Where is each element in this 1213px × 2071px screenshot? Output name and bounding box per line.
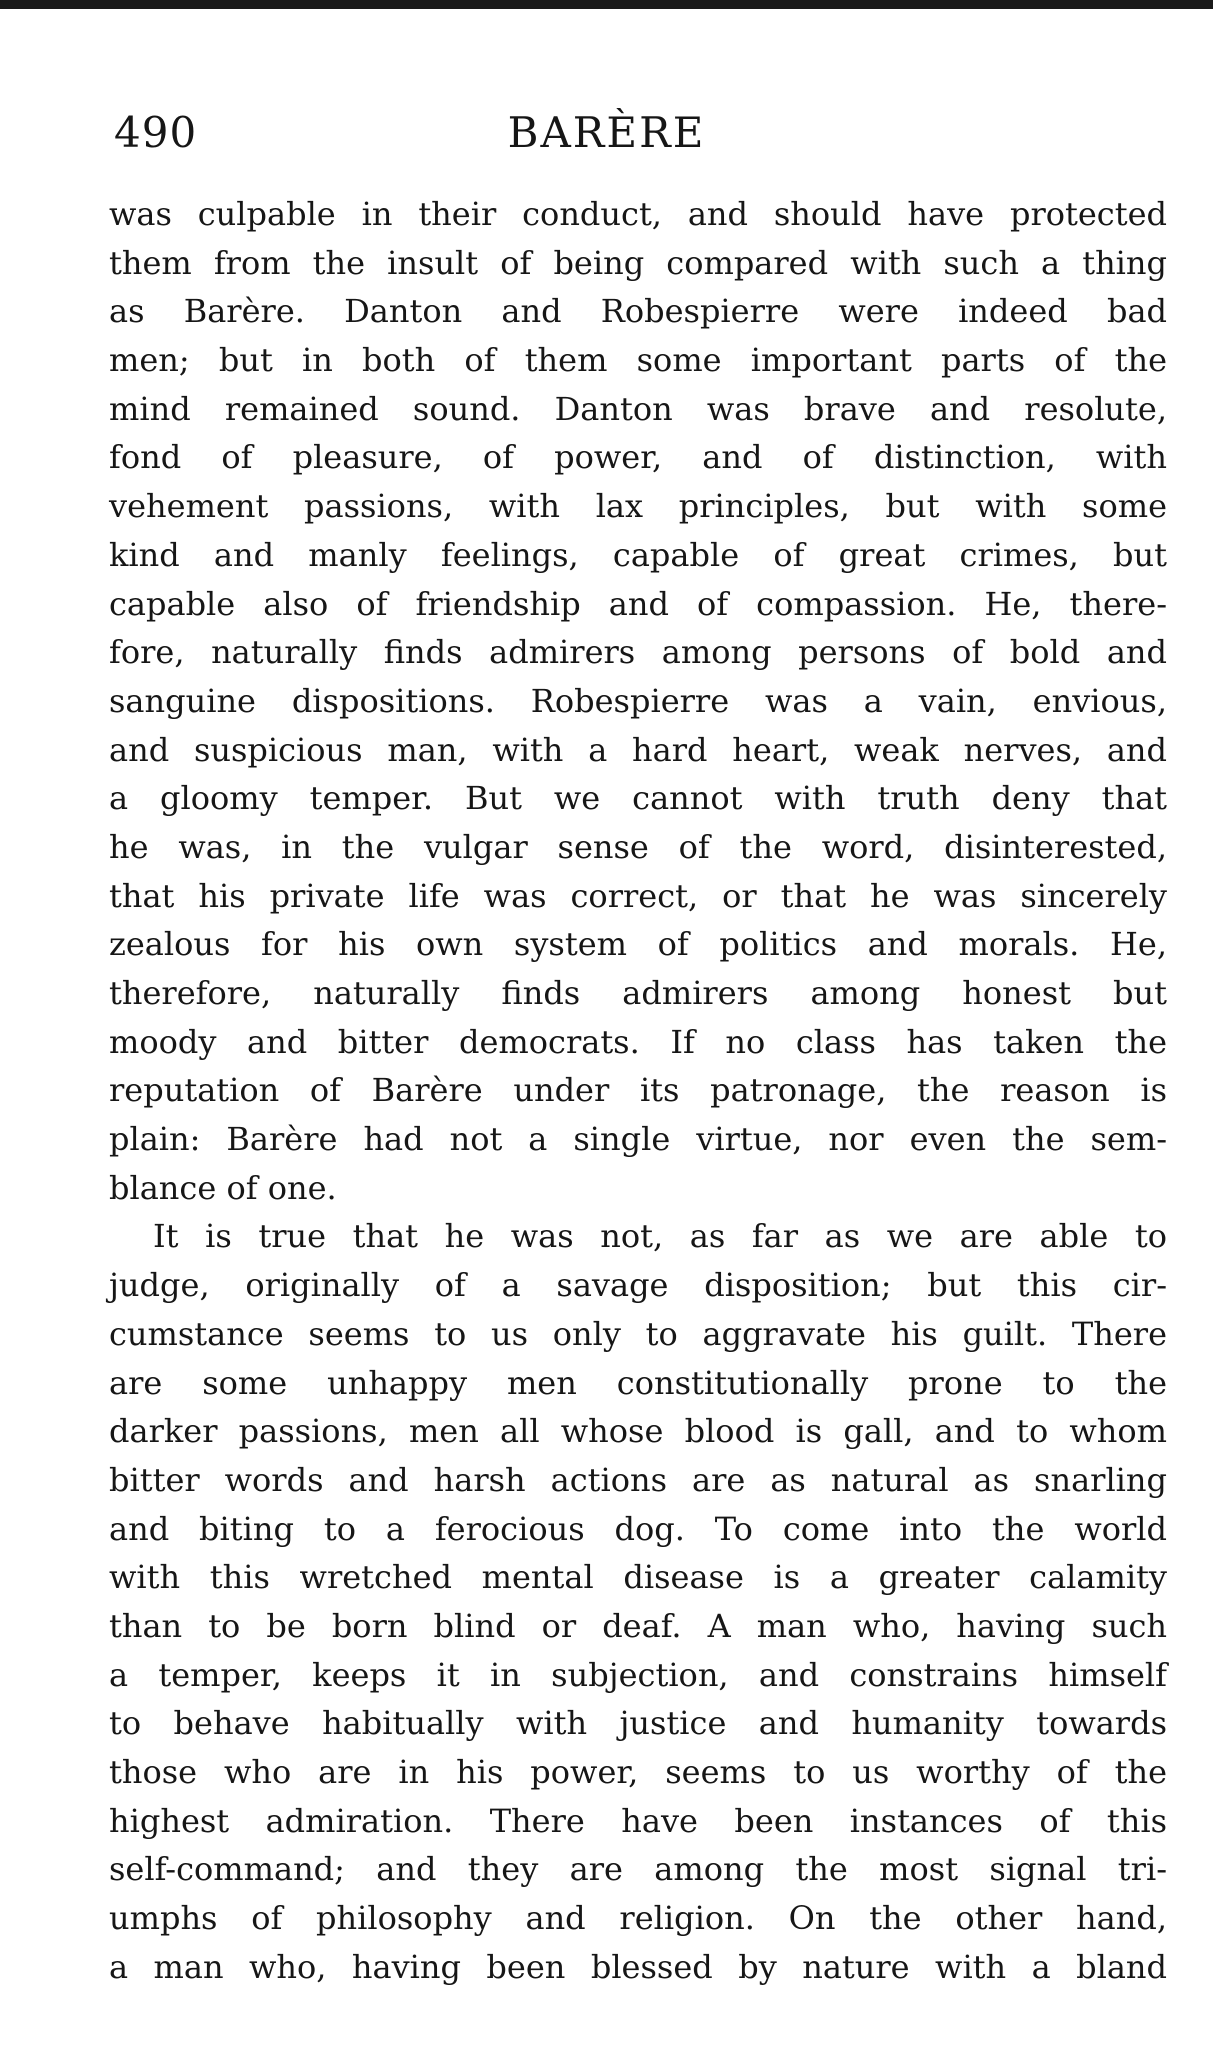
text-line: with this wretched mental disease is a greater calamity xyxy=(109,1558,1167,1597)
text-line: vehement passions, with lax principles, but with some xyxy=(109,487,1167,526)
text-line: bitter words and harsh actions are as natural as snarling xyxy=(109,1460,1167,1499)
text-line: kind and manly feelings, capable of great crimes, but xyxy=(109,535,1167,574)
text-line: a man who, having been blessed by nature with a bland xyxy=(109,1947,1167,1986)
text-line: judge, originally of a savage disposition; but this cir- xyxy=(109,1266,1167,1305)
text-line: than to be born blind or deaf. A man who, having such xyxy=(109,1606,1167,1645)
text-line: to behave habitually with justice and humanity towards xyxy=(109,1704,1167,1743)
text-line: umphs of philosophy and religion. On the other hand, xyxy=(109,1899,1167,1938)
text-line: a gloomy temper. But we cannot with truth deny that xyxy=(109,779,1167,818)
paragraph xyxy=(109,190,1167,1212)
paragraph xyxy=(109,1212,1167,1991)
page-number: 490 xyxy=(114,108,198,157)
text-line: and suspicious man, with a hard heart, weak nerves, and xyxy=(109,730,1167,769)
text-line: that his private life was correct, or that he was sincerely xyxy=(109,876,1167,915)
text-line: self-command; and they are among the most signal tri- xyxy=(109,1850,1167,1889)
text-line: darker passions, men all whose blood is gall, and to whom xyxy=(109,1412,1167,1451)
text-line: cumstance seems to us only to aggravate his guilt. There xyxy=(109,1314,1167,1353)
text-line: zealous for his own system of politics and morals. He, xyxy=(109,925,1167,964)
text-line: capable also of friendship and of compassion. He, there- xyxy=(109,584,1167,623)
text-line: a temper, keeps it in subjection, and constrains himself xyxy=(109,1655,1167,1694)
text-line: highest admiration. There have been instances of this xyxy=(109,1801,1167,1840)
text-line: mind remained sound. Danton was brave and resolute, xyxy=(109,389,1167,428)
text-line: plain: Barère had not a single virtue, nor even the sem- xyxy=(109,1120,1167,1159)
text-line: therefore, naturally finds admirers among honest but xyxy=(109,974,1167,1012)
text-line: them from the insult of being compared with such a thing xyxy=(109,243,1167,282)
text-line: he was, in the vulgar sense of the word, disinterested, xyxy=(109,827,1167,866)
text-line: and biting to a ferocious dog. To come into the world xyxy=(109,1509,1167,1548)
running-title: BARÈRE xyxy=(507,108,706,157)
text-line: those who are in his power, seems to us worthy of the xyxy=(109,1753,1167,1791)
text-line: as Barère. Danton and Robespierre were indeed bad xyxy=(109,292,1167,331)
text-line: moody and bitter democrats. If no class has taken the xyxy=(109,1022,1167,1061)
text-line: reputation of Barère under its patronage, the reason is xyxy=(109,1071,1167,1110)
text-line: blance of one. xyxy=(109,1168,337,1207)
text-line: fond of pleasure, of power, and of distinction, with xyxy=(109,438,1167,477)
text-line: men; but in both of them some important parts of the xyxy=(109,341,1167,380)
text-line: are some unhappy men constitutionally prone to the xyxy=(109,1363,1167,1402)
text-line: was culpable in their conduct, and should have protected xyxy=(109,195,1167,233)
text-line: It is true that he was not, as far as we are able to xyxy=(153,1217,1167,1256)
text-line: fore, naturally finds admirers among persons of bold and xyxy=(109,633,1167,672)
top-border-rule xyxy=(0,0,1213,9)
body-text xyxy=(109,190,1167,1991)
text-line: sanguine dispositions. Robespierre was a vain, envious, xyxy=(109,681,1167,720)
